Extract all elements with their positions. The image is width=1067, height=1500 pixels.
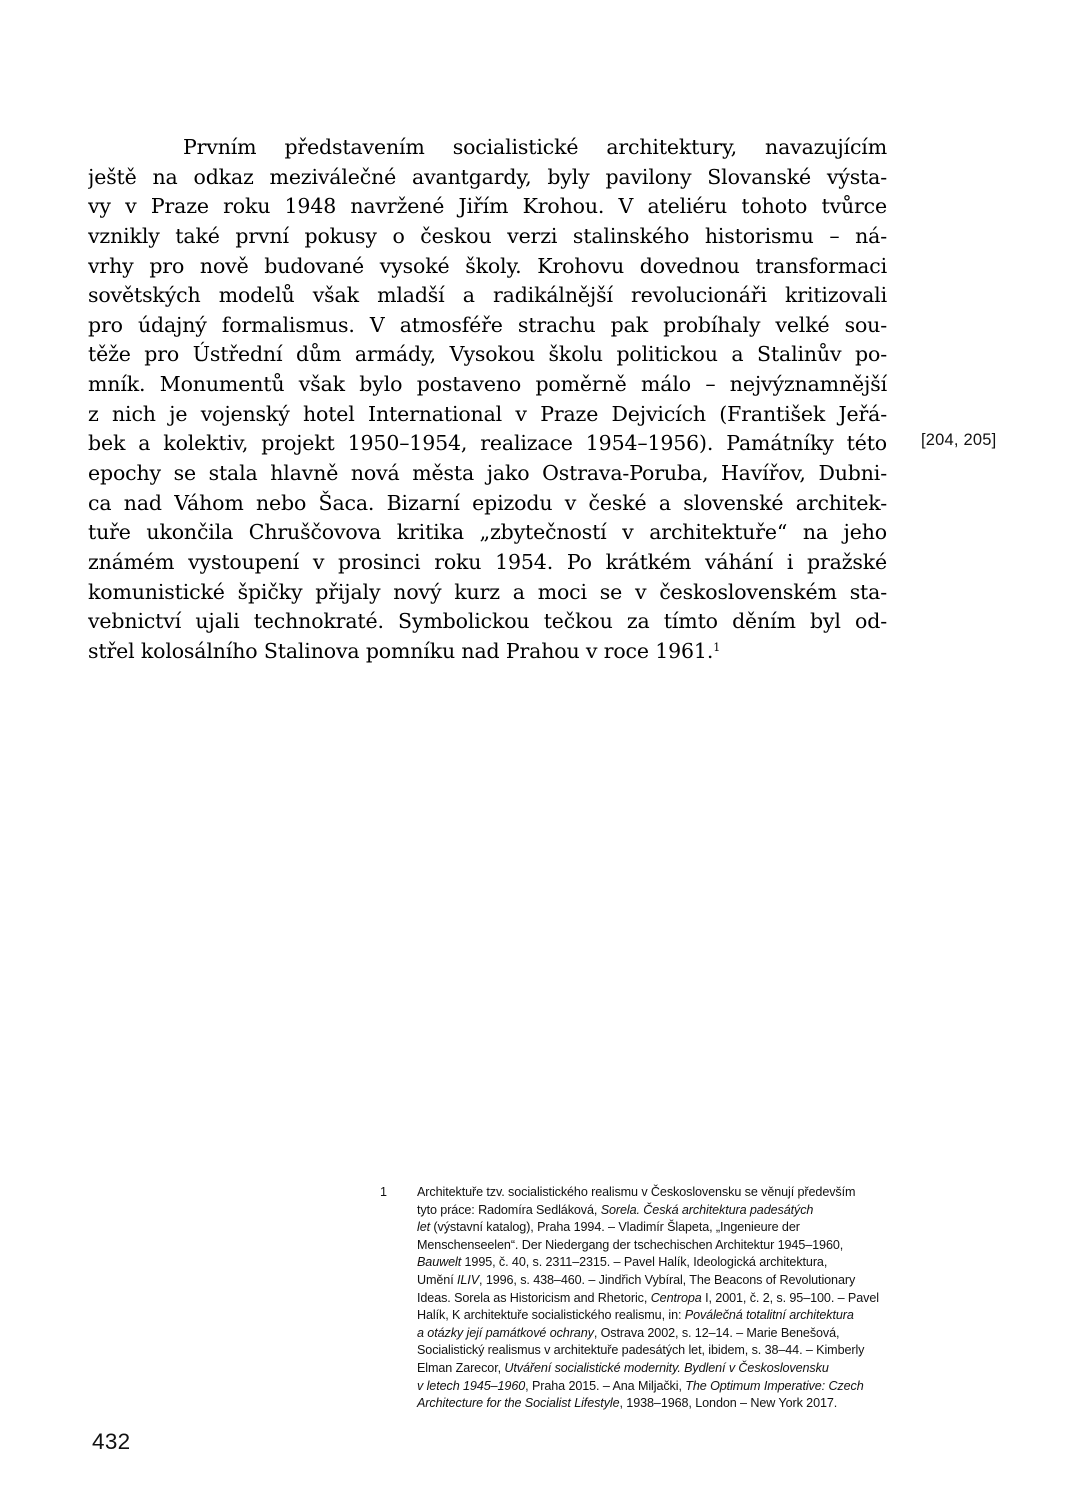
footnote-line: Menschenseelen“. Der Niedergang der tschechischen Architektur 1945–1960, — [417, 1237, 844, 1252]
footnote-line: Bauwelt 1995, č. 40, s. 2311–2315. – Pavel Halík, Ideologická architektura, — [417, 1255, 828, 1270]
body-line: ca nad Váhom nebo Šaca. Bizarní epizodu v české a slovenské architek- — [88, 490, 887, 515]
body-line: sovětských modelů však mladší a radikálnější revolucionáři kritizovali — [88, 283, 887, 308]
footnote-reference: 1 — [713, 640, 721, 654]
footnote-line: Umění ILIV, 1996, s. 438–460. – Jindřich Vybíral, The Beacons of Revolutionary — [417, 1272, 856, 1287]
body-line: Prvním představením socialistické architektury, navazujícím — [183, 135, 887, 159]
body-paragraph — [88, 133, 887, 667]
body-line: vrhy pro nově budované vysoké školy. Krohovu dovednou transformaci — [88, 253, 887, 278]
body-line: komunistické špičky přijaly nový kurz a moci se v československém sta- — [88, 579, 887, 604]
footnote-line: Elman Zarecor, Utváření socialistické modernity. Bydlení v Československu — [417, 1360, 829, 1375]
body-line: střel kolosálního Stalinova pomníku nad Prahou v roce 1961.$^1$ — [88, 638, 721, 663]
body-line: vznikly také první pokusy o českou verzi stalinského historismu – ná- — [88, 223, 887, 248]
body-line: ještě na odkaz meziválečné avantgardy, byly pavilony Slovanské výsta- — [88, 164, 887, 189]
body-line: pro údajný formalismus. V atmosféře strachu pak probíhaly velké sou- — [88, 312, 887, 337]
page-number: 432 — [92, 1429, 131, 1454]
body-line: vy v Praze roku 1948 navržené Jiřím Krohou. V ateliéru tohoto tvůrce — [88, 194, 887, 219]
footnote-line: Halík, K architektuře socialistického realismu, in: Poválečná totalitní architektura — [417, 1308, 854, 1323]
footnote-number: 1 — [380, 1185, 388, 1199]
footnote-line: a otázky její památkové ochrany, Ostrava 2002, s. 12–14. – Marie Benešová, — [417, 1325, 840, 1340]
footnote-line: Architektuře tzv. socialistického realismu v Československu se věnují především — [417, 1185, 856, 1199]
body-line: tuře ukončila Chruščovova kritika „zbytečností v architektuře“ na jeho — [88, 520, 887, 545]
body-line: z nich je vojenský hotel International v Praze Dejvicích (František Jeřá- — [88, 401, 887, 426]
footnote-line: tyto práce: Radomíra Sedláková, Sorela. Česká architektura padesátých — [417, 1202, 814, 1217]
footnote-line: Socialistický realismus v architektuře padesátých let, ibidem, s. 38–44. – Kimberly — [417, 1343, 865, 1358]
body-line: známém vystoupení v prosinci roku 1954. Po krátkém váhání i pražské — [88, 549, 887, 574]
body-line: mník. Monumentů však bylo postaveno poměrně málo – nejvýznamnější — [88, 372, 887, 397]
body-line: bek a kolektiv, projekt 1950–1954, realizace 1954–1956). Památníky této — [88, 431, 887, 456]
margin-figure-reference: [204, 205] — [921, 431, 997, 449]
footnote-line: v letech 1945–1960, Praha 2015. – Ana Miljački, The Optimum Imperative: Czech — [417, 1378, 864, 1393]
body-line: vebnictví ujali technokraté. Symbolickou tečkou za tímto děním byl od- — [88, 609, 887, 634]
footnote-line: Ideas. Sorela as Historicism and Rhetoric, Centropa I, 2001, č. 2, s. 95–100. – Pavel — [417, 1290, 879, 1305]
body-line: těže pro Ústřední dům armády, Vysokou školu politickou a Stalinův po- — [88, 342, 887, 367]
footnote-line: Architecture for the Socialist Lifestyle, 1938–1968, London – New York 2017. — [417, 1396, 838, 1411]
body-line: epochy se stala hlavně nová města jako Ostrava-Poruba, Havířov, Dubni- — [88, 461, 887, 486]
footnote — [380, 1184, 917, 1413]
footnote-line: let (výstavní katalog), Praha 1994. – Vladimír Šlapeta, „Ingenieure der — [417, 1220, 800, 1235]
footnote-text — [417, 1184, 917, 1413]
